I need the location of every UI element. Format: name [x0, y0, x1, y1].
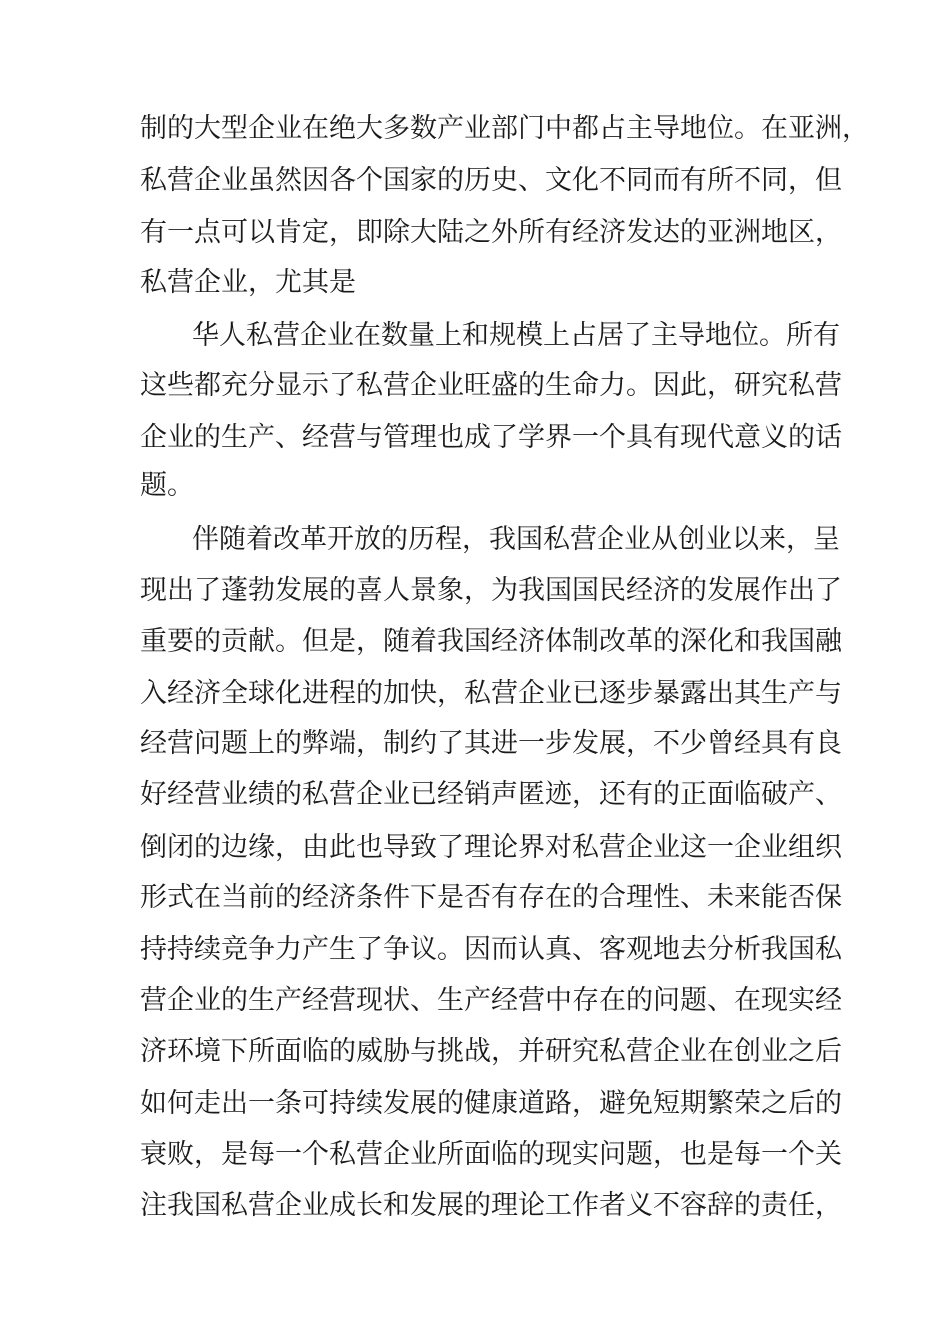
text-line: 济环境下所面临的威胁与挑战，并研究私营企业在创业之后 — [140, 1036, 842, 1067]
text-line: 经营问题上的弊端，制约了其进一步发展，不少曾经具有良 — [140, 728, 842, 759]
text-line: 入经济全球化进程的加快，私营企业已逐步暴露出其生产与 — [140, 678, 842, 709]
text-line: 营企业的生产经营现状、生产经营中存在的问题、在现实经 — [140, 985, 842, 1016]
text-line: 私营企业虽然因各个国家的历史、文化不同而有所不同，但 — [140, 165, 842, 196]
text-line: 企业的生产、经营与管理也成了学界一个具有现代意义的话 — [140, 422, 842, 453]
text-line: 如何走出一条可持续发展的健康道路，避免短期繁荣之后的 — [140, 1088, 842, 1119]
text-line: 注我国私营企业成长和发展的理论工作者义不容辞的责任， — [140, 1190, 842, 1221]
text-line: 重要的贡献。但是，随着我国经济体制改革的深化和我国融 — [140, 626, 842, 657]
text-line: 制的大型企业在绝大多数产业部门中都占主导地位。在亚洲， — [140, 113, 869, 144]
text-line: 有一点可以肯定，即除大陆之外所有经济发达的亚洲地区， — [140, 217, 842, 248]
text-line: 倒闭的边缘，由此也导致了理论界对私营企业这一企业组织 — [140, 832, 842, 863]
text-line: 衰败，是每一个私营企业所面临的现实问题，也是每一个关 — [140, 1139, 842, 1170]
text-line: 私营企业，尤其是 — [140, 267, 356, 298]
text-line: 形式在当前的经济条件下是否有存在的合理性、未来能否保 — [140, 882, 842, 913]
text-line: 持持续竞争力产生了争议。因而认真、客观地去分析我国私 — [140, 934, 842, 965]
text-line: 这些都充分显示了私营企业旺盛的生命力。因此，研究私营 — [140, 370, 842, 401]
text-line: 华人私营企业在数量上和规模上占居了主导地位。所有 — [192, 320, 840, 351]
text-line: 好经营业绩的私营企业已经销声匿迹，还有的正面临破产、 — [140, 779, 842, 810]
text-line: 现出了蓬勃发展的喜人景象，为我国国民经济的发展作出了 — [140, 575, 842, 606]
text-line: 题。 — [140, 470, 194, 501]
text-line: 伴随着改革开放的历程，我国私营企业从创业以来，呈 — [192, 524, 840, 555]
